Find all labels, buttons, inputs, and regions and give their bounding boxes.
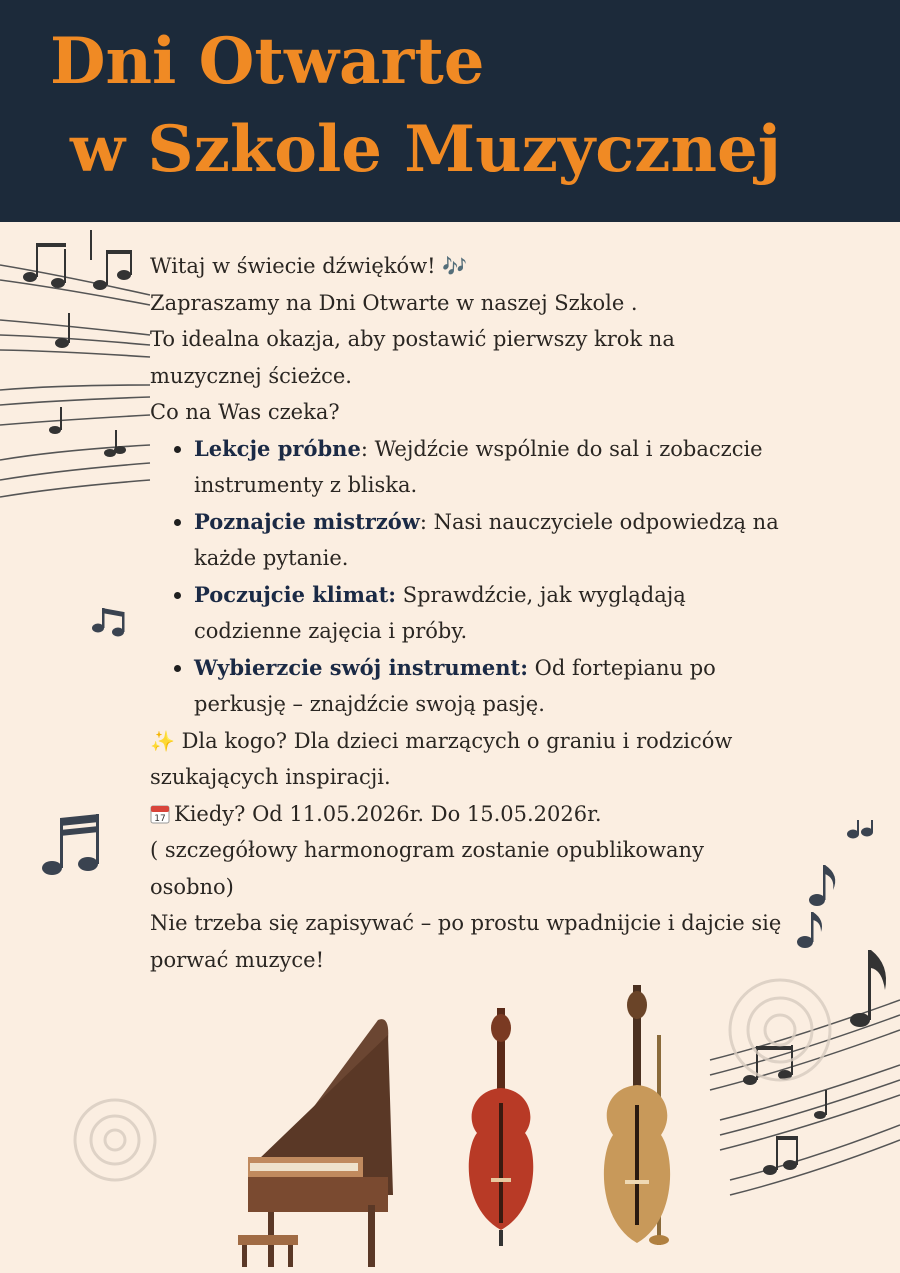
- music-notes-emoji-icon: 🎶: [442, 254, 468, 278]
- list-item: Poczujcie klimat: Sprawdźcie, jak wyglądają codzienne zajęcia i próby.: [194, 577, 790, 650]
- violin-illustration: [595, 985, 685, 1255]
- audience: ✨ Dla kogo? Dla dzieci marzących o graniu i rodziców szukających inspiracji.: [150, 728, 733, 789]
- title-line-1: Dni Otwarte: [50, 24, 485, 99]
- schedule-note: ( szczegółowy harmonogram zostanie opublikowany osobno): [150, 838, 704, 899]
- intro-line-2: To idealna okazja, aby postawić pierwszy krok na muzycznej ścieżce.: [150, 327, 675, 388]
- intro-line-1: Zapraszamy na Dni Otwarte w naszej Szkole .: [150, 290, 638, 315]
- closing: Nie trzeba się zapisywać – po prostu wpadnijcie i dajcie się porwać muzyce!: [150, 911, 782, 972]
- list-item: Wybierzcie swój instrument: Od fortepianu po perkusję – znajdźcie swoją pasję.: [194, 650, 790, 723]
- greeting: Witaj w świecie dźwięków! 🎶: [150, 254, 468, 278]
- title-line-2: w Szkole Muzycznej: [70, 112, 781, 187]
- sparkles-icon: ✨: [150, 728, 175, 753]
- eighth-note-icon: [88, 600, 128, 640]
- rose-decoration-left: [60, 1090, 170, 1190]
- list-item: Lekcje próbne: Wejdźcie wspólnie do sal i zobaczcie instrumenty z bliska.: [194, 431, 790, 504]
- question: Co na Was czeka?: [150, 400, 340, 424]
- rose-decoration-right: [700, 960, 870, 1100]
- list-item: Poznajcie mistrzów: Nasi nauczyciele odpowiedzą na każde pytanie.: [194, 504, 790, 577]
- cello-illustration: [455, 1008, 545, 1248]
- music-staff-top-left: [0, 225, 160, 515]
- calendar-icon: [150, 804, 170, 824]
- when: 17 Kiedy? Od 11.05.2026r. Do 15.05.2026r.: [150, 796, 790, 833]
- beamed-notes-icon: [38, 808, 108, 883]
- offer-list: [150, 431, 790, 723]
- header-banner: [0, 0, 900, 222]
- svg-text:17: 17: [154, 813, 166, 824]
- main-content: [150, 248, 790, 978]
- piano-illustration: [228, 1015, 398, 1270]
